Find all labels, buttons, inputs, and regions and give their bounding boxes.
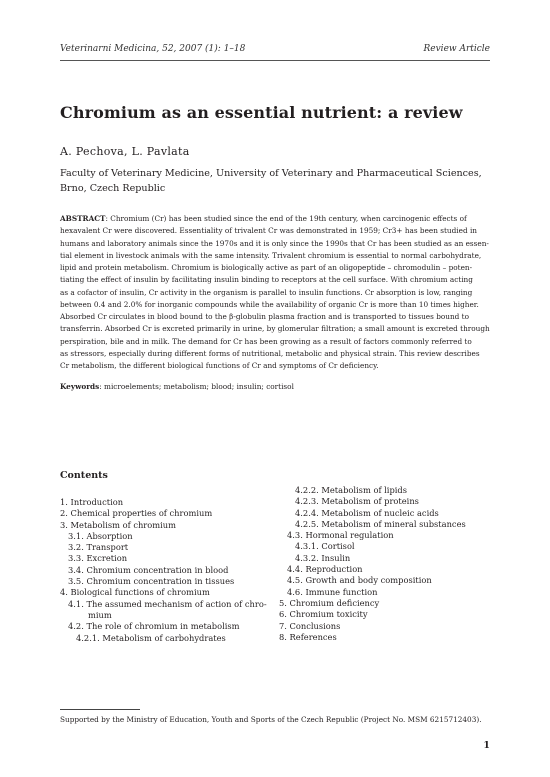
toc-item: 7. Conclusions [279,620,341,631]
toc-item: 4.2.2. Metabolism of lipids [295,485,407,495]
toc-item: 5. Chromium deficiency [279,597,380,608]
toc-item: 1. Introduction [60,497,124,507]
abstract-line: as a cofactor of insulin, Cr activity in the organism is parallel to insulin functions. Cr absorption is low, ranging [60,287,473,297]
toc-item: 3.5. Chromium concentration in tissues [68,576,235,587]
toc-item: 3. Metabolism of chromium [60,519,177,530]
toc-item: 4.3. Hormonal regulation [287,530,394,541]
toc-item: 4.5. Growth and body composition [287,575,432,586]
toc-item: 4.3.1. Cortisol [295,541,355,552]
article-title: Chromium as an essential nutrient: a review [60,103,463,122]
toc-item: 3.1. Absorption [68,530,133,541]
header-divider [60,60,490,61]
abstract-line: tial element in livestock animals with the same intensity. Trivalent chromium is essential to normal carbohydrate, [60,250,482,260]
abstract-line: tiating the effect of insulin by facilitating insulin binding to receptors at the cell surface. With chromium acting [60,275,473,285]
abstract-line: hexavalent Cr were discovered. Essentiality of trivalent Cr was demonstrated in 1959; Cr3+ has been studied in [60,226,477,236]
abstract-line: humans and laboratory animals since the 1970s and it is only since the 1990s that Cr has been studied as an essen- [60,238,489,248]
toc-item: 4.2.4. Metabolism of nucleic acids [295,507,439,518]
toc-item: 4.6. Immune function [287,586,378,597]
abstract-line: between 0.4 and 2.0% for inorganic compounds while the availability of organic Cr is more than 10 times higher. [60,299,479,309]
toc-item: 8. References [279,631,337,642]
toc-item: 2. Chemical properties of chromium [60,508,213,519]
journal-citation: Veterinarni Medicina, 52, 2007 (1): 1–18 [60,44,246,54]
toc-item: 3.3. Excretion [68,553,128,564]
toc-item: 4.4. Reproduction [287,564,363,575]
contents-heading: Contents [60,470,108,481]
keywords-text: : microelements; metabolism; blood; insulin; cortisol [99,382,294,391]
authors: A. Pechova, L. Pavlata [60,145,190,158]
abstract-line: : Chromium (Cr) has been studied since the end of the 19th century, when carcinogenic effects of [105,214,467,223]
toc-item: 4. Biological functions of chromium [60,587,210,598]
abstract-line: perspiration, bile and in milk. The demand for Cr has been growing as a result of factors commonly referred to [60,336,472,346]
toc-item-continuation: mium [88,609,112,620]
toc-item: 4.2.1. Metabolism of carbohydrates [76,632,226,643]
toc-item: 4.1. The assumed mechanism of action of chro- [68,598,267,609]
abstract-label: ABSTRACT [60,214,106,223]
abstract-line: lipid and protein metabolism. Chromium is biologically active as part of an oligopeptide – chromodulin – poten- [60,263,473,272]
toc-item: 4.2.5. Metabolism of mineral substances [295,518,466,529]
contents-list-right [279,485,466,643]
toc-item: 4.2.3. Metabolism of proteins [295,496,419,507]
article-type: Review Article [423,44,490,54]
contents-list-left [60,497,267,644]
toc-item: 4.2. The role of chromium in metabolism [68,621,240,632]
page-number: 1 [483,740,490,751]
toc-item: 3.2. Transport [68,542,129,553]
abstract-line: as stressors, especially during different forms of nutritional, metabolic and physical strain. This review describes [60,348,480,358]
toc-item: 4.3.2. Insulin [295,552,351,563]
footnote-divider [60,709,140,710]
toc-item: 3.4. Chromium concentration in blood [68,564,229,575]
keywords-label: Keywords [60,382,100,391]
abstract-line: Absorbed Cr circulates in blood bound to the β-globulin plasma fraction and is transported to tissues bound to [60,312,469,321]
keywords [60,382,294,391]
abstract-line: transferrin. Absorbed Cr is excreted primarily in urine, by glomerular filtration; a small amount is excreted through [60,324,490,334]
funding-footnote: Supported by the Ministry of Education, Youth and Sports of the Czech Republic (Project No. MSM 6215712403). [60,715,482,724]
abstract [60,213,492,372]
abstract-line: Cr metabolism, the different biological functions of Cr and symptoms of Cr deficiency. [60,361,379,370]
toc-item: 6. Chromium toxicity [279,609,368,620]
affiliation: Faculty of Veterinary Medicine, University of Veterinary and Pharmaceutical Sciences, Brno, Czech Republic [60,168,482,194]
